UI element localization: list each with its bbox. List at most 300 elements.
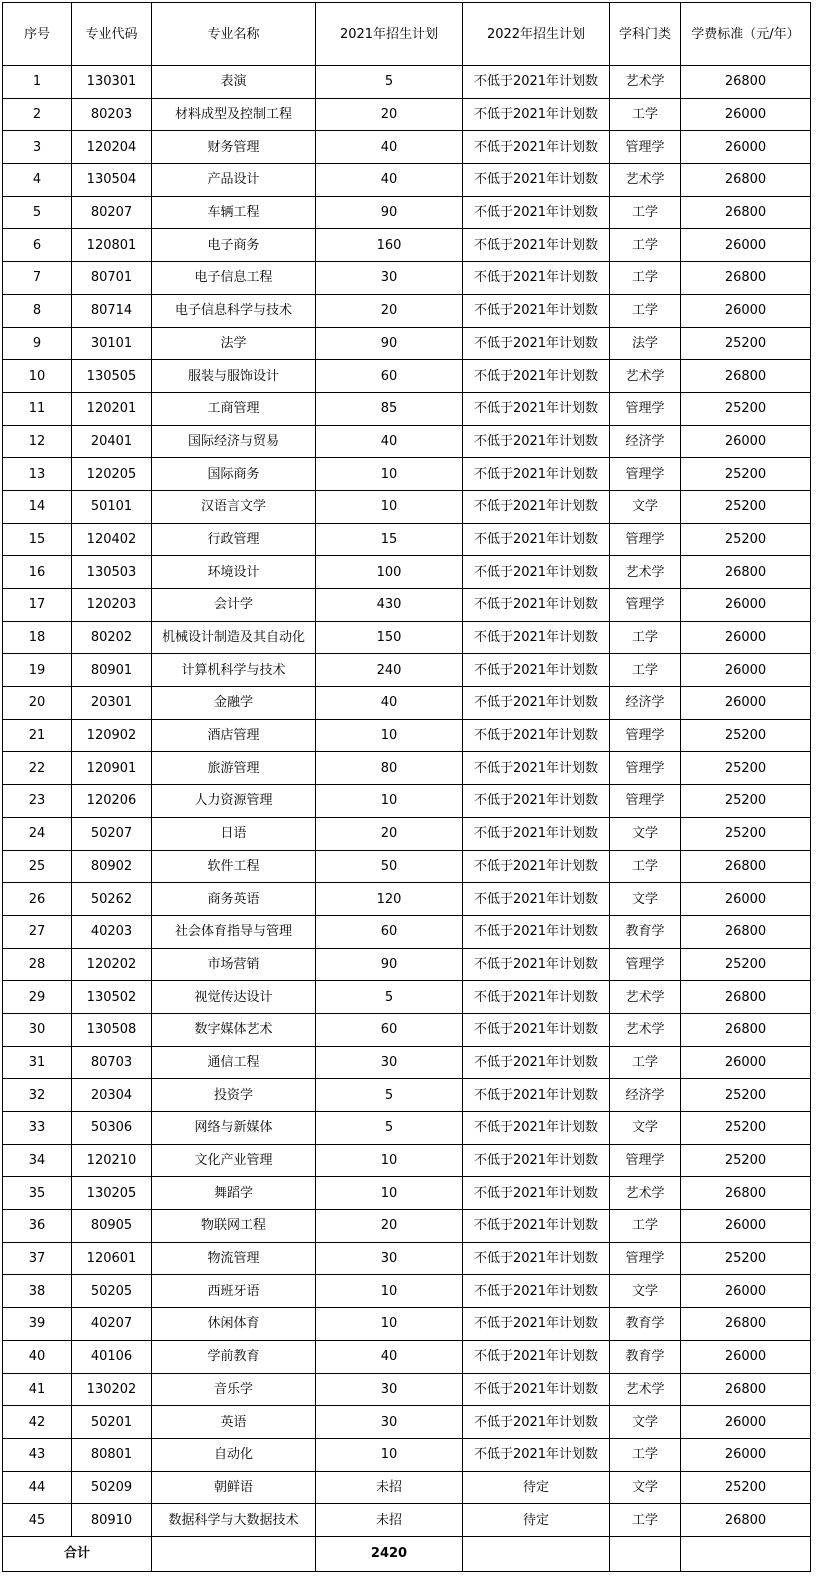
table-row [3, 392, 811, 425]
cell-fee: 25200 [681, 1112, 811, 1145]
cell-code: 50201 [72, 1406, 152, 1439]
cell-plan-2022: 不低于2021年计划数 [463, 490, 610, 523]
cell-fee: 26800 [681, 1504, 811, 1537]
cell-seq: 10 [3, 360, 72, 393]
table-row [3, 1112, 811, 1145]
cell-plan-2021: 15 [316, 523, 463, 556]
cell-category: 教育学 [610, 1340, 681, 1373]
cell-plan-2021: 40 [316, 131, 463, 164]
cell-plan-2022: 不低于2021年计划数 [463, 948, 610, 981]
cell-name: 计算机科学与技术 [152, 654, 316, 687]
cell-plan-2022: 不低于2021年计划数 [463, 915, 610, 948]
table-row [3, 229, 811, 262]
cell-code: 80905 [72, 1210, 152, 1243]
cell-code: 40207 [72, 1308, 152, 1341]
cell-plan-2022: 不低于2021年计划数 [463, 752, 610, 785]
total-label: 合计 [3, 1536, 152, 1571]
cell-plan-2021: 40 [316, 1340, 463, 1373]
table-row [3, 948, 811, 981]
cell-code: 120402 [72, 523, 152, 556]
cell-plan-2021: 80 [316, 752, 463, 785]
cell-code: 80207 [72, 196, 152, 229]
cell-category: 工学 [610, 262, 681, 295]
cell-code: 80202 [72, 621, 152, 654]
total-empty-plan-2022 [463, 1536, 610, 1571]
cell-seq: 17 [3, 589, 72, 622]
cell-fee: 26000 [681, 294, 811, 327]
cell-name: 行政管理 [152, 523, 316, 556]
cell-category: 法学 [610, 327, 681, 360]
cell-plan-2022: 不低于2021年计划数 [463, 229, 610, 262]
cell-plan-2021: 5 [316, 1079, 463, 1112]
cell-plan-2022: 不低于2021年计划数 [463, 1112, 610, 1145]
cell-name: 通信工程 [152, 1046, 316, 1079]
cell-plan-2022: 不低于2021年计划数 [463, 164, 610, 197]
cell-seq: 41 [3, 1373, 72, 1406]
table-header [3, 3, 811, 66]
cell-plan-2022: 不低于2021年计划数 [463, 360, 610, 393]
cell-plan-2022: 不低于2021年计划数 [463, 1406, 610, 1439]
cell-plan-2021: 20 [316, 1210, 463, 1243]
cell-name: 软件工程 [152, 850, 316, 883]
cell-fee: 26000 [681, 229, 811, 262]
cell-seq: 9 [3, 327, 72, 360]
cell-plan-2022: 不低于2021年计划数 [463, 1373, 610, 1406]
cell-seq: 24 [3, 817, 72, 850]
cell-plan-2021: 10 [316, 1177, 463, 1210]
cell-fee: 26000 [681, 621, 811, 654]
cell-category: 管理学 [610, 589, 681, 622]
cell-name: 国际商务 [152, 458, 316, 491]
cell-name: 服装与服饰设计 [152, 360, 316, 393]
table-row [3, 294, 811, 327]
cell-category: 教育学 [610, 1308, 681, 1341]
cell-name: 车辆工程 [152, 196, 316, 229]
cell-seq: 16 [3, 556, 72, 589]
cell-name: 休闲体育 [152, 1308, 316, 1341]
cell-plan-2021: 430 [316, 589, 463, 622]
cell-plan-2021: 10 [316, 458, 463, 491]
cell-name: 自动化 [152, 1438, 316, 1471]
cell-plan-2022: 不低于2021年计划数 [463, 1079, 610, 1112]
cell-fee: 25200 [681, 785, 811, 818]
cell-category: 艺术学 [610, 1013, 681, 1046]
cell-seq: 27 [3, 915, 72, 948]
header-fee: 学费标准（元/年） [681, 3, 811, 66]
table-row [3, 1242, 811, 1275]
total-plan-2021: 2420 [316, 1536, 463, 1571]
cell-code: 120201 [72, 392, 152, 425]
cell-name: 材料成型及控制工程 [152, 98, 316, 131]
cell-name: 电子信息工程 [152, 262, 316, 295]
cell-plan-2021: 20 [316, 817, 463, 850]
cell-plan-2022: 不低于2021年计划数 [463, 687, 610, 720]
table-row [3, 1144, 811, 1177]
cell-seq: 32 [3, 1079, 72, 1112]
cell-plan-2021: 40 [316, 164, 463, 197]
cell-fee: 26000 [681, 1340, 811, 1373]
cell-fee: 26800 [681, 915, 811, 948]
cell-category: 管理学 [610, 523, 681, 556]
table-row [3, 523, 811, 556]
cell-name: 西班牙语 [152, 1275, 316, 1308]
header-name: 专业名称 [152, 3, 316, 66]
table-row [3, 981, 811, 1014]
cell-name: 机械设计制造及其自动化 [152, 621, 316, 654]
cell-code: 20401 [72, 425, 152, 458]
header-category: 学科门类 [610, 3, 681, 66]
cell-code: 20301 [72, 687, 152, 720]
cell-code: 80714 [72, 294, 152, 327]
table-row [3, 1275, 811, 1308]
cell-seq: 13 [3, 458, 72, 491]
cell-plan-2022: 不低于2021年计划数 [463, 1046, 610, 1079]
header-plan-2021: 2021年招生计划 [316, 3, 463, 66]
table-row [3, 164, 811, 197]
cell-category: 艺术学 [610, 360, 681, 393]
table-row [3, 1438, 811, 1471]
cell-plan-2022: 不低于2021年计划数 [463, 817, 610, 850]
table-row [3, 1471, 811, 1504]
cell-fee: 26000 [681, 1275, 811, 1308]
cell-code: 130205 [72, 1177, 152, 1210]
cell-seq: 33 [3, 1112, 72, 1145]
cell-fee: 25200 [681, 392, 811, 425]
cell-category: 管理学 [610, 752, 681, 785]
cell-plan-2022: 不低于2021年计划数 [463, 1013, 610, 1046]
cell-fee: 25200 [681, 523, 811, 556]
cell-plan-2022: 不低于2021年计划数 [463, 1438, 610, 1471]
table-row [3, 1308, 811, 1341]
cell-fee: 25200 [681, 458, 811, 491]
cell-fee: 25200 [681, 1144, 811, 1177]
cell-category: 文学 [610, 883, 681, 916]
cell-seq: 5 [3, 196, 72, 229]
cell-category: 教育学 [610, 915, 681, 948]
table-row [3, 883, 811, 916]
cell-seq: 28 [3, 948, 72, 981]
cell-category: 工学 [610, 850, 681, 883]
cell-plan-2022: 待定 [463, 1471, 610, 1504]
table-row [3, 1210, 811, 1243]
cell-fee: 26800 [681, 1308, 811, 1341]
cell-plan-2022: 不低于2021年计划数 [463, 785, 610, 818]
cell-category: 管理学 [610, 1144, 681, 1177]
cell-name: 表演 [152, 66, 316, 99]
cell-name: 投资学 [152, 1079, 316, 1112]
table-row [3, 327, 811, 360]
cell-plan-2021: 30 [316, 1046, 463, 1079]
cell-plan-2021: 5 [316, 981, 463, 1014]
table-row [3, 621, 811, 654]
cell-fee: 26000 [681, 425, 811, 458]
cell-code: 40106 [72, 1340, 152, 1373]
cell-plan-2022: 不低于2021年计划数 [463, 327, 610, 360]
cell-plan-2022: 待定 [463, 1504, 610, 1537]
cell-seq: 39 [3, 1308, 72, 1341]
cell-plan-2021: 10 [316, 1275, 463, 1308]
cell-code: 80703 [72, 1046, 152, 1079]
cell-code: 120801 [72, 229, 152, 262]
cell-name: 数据科学与大数据技术 [152, 1504, 316, 1537]
cell-category: 工学 [610, 1504, 681, 1537]
cell-fee: 26000 [681, 131, 811, 164]
cell-code: 80701 [72, 262, 152, 295]
cell-code: 80910 [72, 1504, 152, 1537]
cell-seq: 19 [3, 654, 72, 687]
cell-plan-2021: 20 [316, 294, 463, 327]
cell-code: 130503 [72, 556, 152, 589]
cell-category: 文学 [610, 1406, 681, 1439]
cell-category: 艺术学 [610, 1373, 681, 1406]
table-row [3, 131, 811, 164]
cell-code: 80901 [72, 654, 152, 687]
cell-code: 130508 [72, 1013, 152, 1046]
cell-seq: 29 [3, 981, 72, 1014]
cell-plan-2022: 不低于2021年计划数 [463, 621, 610, 654]
cell-fee: 25200 [681, 1471, 811, 1504]
cell-seq: 36 [3, 1210, 72, 1243]
cell-plan-2022: 不低于2021年计划数 [463, 262, 610, 295]
cell-fee: 26000 [681, 1210, 811, 1243]
cell-plan-2021: 90 [316, 948, 463, 981]
cell-plan-2021: 5 [316, 66, 463, 99]
table-row [3, 196, 811, 229]
cell-code: 120204 [72, 131, 152, 164]
header-code: 专业代码 [72, 3, 152, 66]
cell-name: 日语 [152, 817, 316, 850]
cell-seq: 34 [3, 1144, 72, 1177]
cell-plan-2022: 不低于2021年计划数 [463, 654, 610, 687]
cell-seq: 35 [3, 1177, 72, 1210]
cell-name: 物流管理 [152, 1242, 316, 1275]
cell-category: 管理学 [610, 785, 681, 818]
cell-name: 数字媒体艺术 [152, 1013, 316, 1046]
cell-plan-2021: 20 [316, 98, 463, 131]
table-row [3, 1406, 811, 1439]
cell-plan-2022: 不低于2021年计划数 [463, 523, 610, 556]
cell-category: 文学 [610, 1471, 681, 1504]
cell-plan-2021: 150 [316, 621, 463, 654]
cell-plan-2022: 不低于2021年计划数 [463, 66, 610, 99]
cell-name: 旅游管理 [152, 752, 316, 785]
table-row [3, 589, 811, 622]
cell-plan-2022: 不低于2021年计划数 [463, 556, 610, 589]
table-row [3, 1177, 811, 1210]
cell-fee: 26000 [681, 654, 811, 687]
cell-fee: 26800 [681, 981, 811, 1014]
cell-seq: 12 [3, 425, 72, 458]
cell-seq: 1 [3, 66, 72, 99]
cell-code: 130202 [72, 1373, 152, 1406]
cell-category: 管理学 [610, 948, 681, 981]
cell-category: 艺术学 [610, 66, 681, 99]
table-row [3, 1079, 811, 1112]
cell-plan-2022: 不低于2021年计划数 [463, 425, 610, 458]
cell-code: 130301 [72, 66, 152, 99]
cell-category: 工学 [610, 621, 681, 654]
cell-name: 法学 [152, 327, 316, 360]
cell-category: 管理学 [610, 392, 681, 425]
cell-category: 管理学 [610, 719, 681, 752]
cell-fee: 26000 [681, 883, 811, 916]
table-row [3, 556, 811, 589]
cell-plan-2021: 10 [316, 1308, 463, 1341]
cell-code: 50207 [72, 817, 152, 850]
cell-code: 130502 [72, 981, 152, 1014]
cell-seq: 14 [3, 490, 72, 523]
cell-code: 50306 [72, 1112, 152, 1145]
cell-plan-2022: 不低于2021年计划数 [463, 1242, 610, 1275]
cell-plan-2021: 40 [316, 425, 463, 458]
cell-fee: 26000 [681, 1046, 811, 1079]
cell-plan-2022: 不低于2021年计划数 [463, 458, 610, 491]
cell-code: 50205 [72, 1275, 152, 1308]
cell-name: 电子商务 [152, 229, 316, 262]
cell-fee: 26800 [681, 1373, 811, 1406]
cell-name: 市场营销 [152, 948, 316, 981]
cell-code: 50209 [72, 1471, 152, 1504]
cell-category: 工学 [610, 294, 681, 327]
cell-category: 文学 [610, 1275, 681, 1308]
cell-plan-2022: 不低于2021年计划数 [463, 850, 610, 883]
cell-plan-2022: 不低于2021年计划数 [463, 1144, 610, 1177]
cell-fee: 26000 [681, 1406, 811, 1439]
cell-plan-2022: 不低于2021年计划数 [463, 1340, 610, 1373]
cell-code: 120601 [72, 1242, 152, 1275]
table-row [3, 1504, 811, 1537]
cell-category: 文学 [610, 817, 681, 850]
cell-seq: 21 [3, 719, 72, 752]
cell-fee: 26800 [681, 262, 811, 295]
total-empty-fee [681, 1536, 811, 1571]
cell-name: 产品设计 [152, 164, 316, 197]
cell-code: 120203 [72, 589, 152, 622]
cell-seq: 42 [3, 1406, 72, 1439]
cell-seq: 22 [3, 752, 72, 785]
cell-seq: 4 [3, 164, 72, 197]
cell-plan-2022: 不低于2021年计划数 [463, 131, 610, 164]
table-row [3, 752, 811, 785]
cell-category: 经济学 [610, 1079, 681, 1112]
cell-seq: 25 [3, 850, 72, 883]
cell-code: 120206 [72, 785, 152, 818]
cell-code: 50101 [72, 490, 152, 523]
cell-category: 经济学 [610, 425, 681, 458]
cell-plan-2021: 85 [316, 392, 463, 425]
cell-fee: 26000 [681, 98, 811, 131]
cell-category: 文学 [610, 490, 681, 523]
cell-plan-2021: 5 [316, 1112, 463, 1145]
cell-seq: 31 [3, 1046, 72, 1079]
cell-code: 40203 [72, 915, 152, 948]
cell-plan-2021: 30 [316, 262, 463, 295]
cell-seq: 23 [3, 785, 72, 818]
cell-fee: 25200 [681, 948, 811, 981]
cell-fee: 26800 [681, 360, 811, 393]
cell-seq: 20 [3, 687, 72, 720]
cell-plan-2021: 50 [316, 850, 463, 883]
cell-category: 工学 [610, 654, 681, 687]
header-plan-2022: 2022年招生计划 [463, 3, 610, 66]
cell-name: 商务英语 [152, 883, 316, 916]
cell-seq: 26 [3, 883, 72, 916]
cell-plan-2021: 120 [316, 883, 463, 916]
cell-plan-2022: 不低于2021年计划数 [463, 1308, 610, 1341]
table-row [3, 915, 811, 948]
cell-seq: 15 [3, 523, 72, 556]
table-row [3, 262, 811, 295]
table-row [3, 458, 811, 491]
cell-plan-2021: 30 [316, 1242, 463, 1275]
cell-seq: 11 [3, 392, 72, 425]
table-row [3, 719, 811, 752]
cell-name: 英语 [152, 1406, 316, 1439]
table-row [3, 687, 811, 720]
table-row [3, 1046, 811, 1079]
cell-seq: 3 [3, 131, 72, 164]
cell-plan-2021: 30 [316, 1406, 463, 1439]
cell-fee: 26800 [681, 850, 811, 883]
cell-plan-2022: 不低于2021年计划数 [463, 1177, 610, 1210]
table-row [3, 98, 811, 131]
cell-category: 工学 [610, 229, 681, 262]
cell-plan-2022: 不低于2021年计划数 [463, 294, 610, 327]
cell-seq: 38 [3, 1275, 72, 1308]
cell-fee: 26800 [681, 66, 811, 99]
cell-name: 文化产业管理 [152, 1144, 316, 1177]
enrollment-plan-table [2, 2, 811, 1572]
cell-name: 国际经济与贸易 [152, 425, 316, 458]
cell-name: 财务管理 [152, 131, 316, 164]
table-body [3, 66, 811, 1537]
cell-category: 工学 [610, 98, 681, 131]
cell-fee: 25200 [681, 1079, 811, 1112]
cell-plan-2022: 不低于2021年计划数 [463, 981, 610, 1014]
cell-plan-2021: 100 [316, 556, 463, 589]
total-empty-name [152, 1536, 316, 1571]
total-empty-category [610, 1536, 681, 1571]
header-row [3, 3, 811, 66]
table-row [3, 850, 811, 883]
cell-fee: 26000 [681, 1438, 811, 1471]
cell-name: 社会体育指导与管理 [152, 915, 316, 948]
cell-code: 130504 [72, 164, 152, 197]
cell-code: 80801 [72, 1438, 152, 1471]
cell-plan-2021: 240 [316, 654, 463, 687]
cell-name: 酒店管理 [152, 719, 316, 752]
cell-category: 艺术学 [610, 556, 681, 589]
cell-fee: 26800 [681, 164, 811, 197]
cell-fee: 25200 [681, 719, 811, 752]
cell-plan-2021: 60 [316, 360, 463, 393]
cell-category: 管理学 [610, 1242, 681, 1275]
cell-fee: 25200 [681, 490, 811, 523]
cell-category: 工学 [610, 196, 681, 229]
cell-code: 120901 [72, 752, 152, 785]
cell-plan-2021: 40 [316, 687, 463, 720]
cell-seq: 8 [3, 294, 72, 327]
cell-code: 130505 [72, 360, 152, 393]
cell-plan-2021: 60 [316, 915, 463, 948]
cell-fee: 26800 [681, 1013, 811, 1046]
cell-fee: 26800 [681, 556, 811, 589]
cell-name: 电子信息科学与技术 [152, 294, 316, 327]
cell-plan-2021: 10 [316, 490, 463, 523]
cell-plan-2021: 90 [316, 327, 463, 360]
cell-plan-2021: 10 [316, 1144, 463, 1177]
cell-code: 120205 [72, 458, 152, 491]
